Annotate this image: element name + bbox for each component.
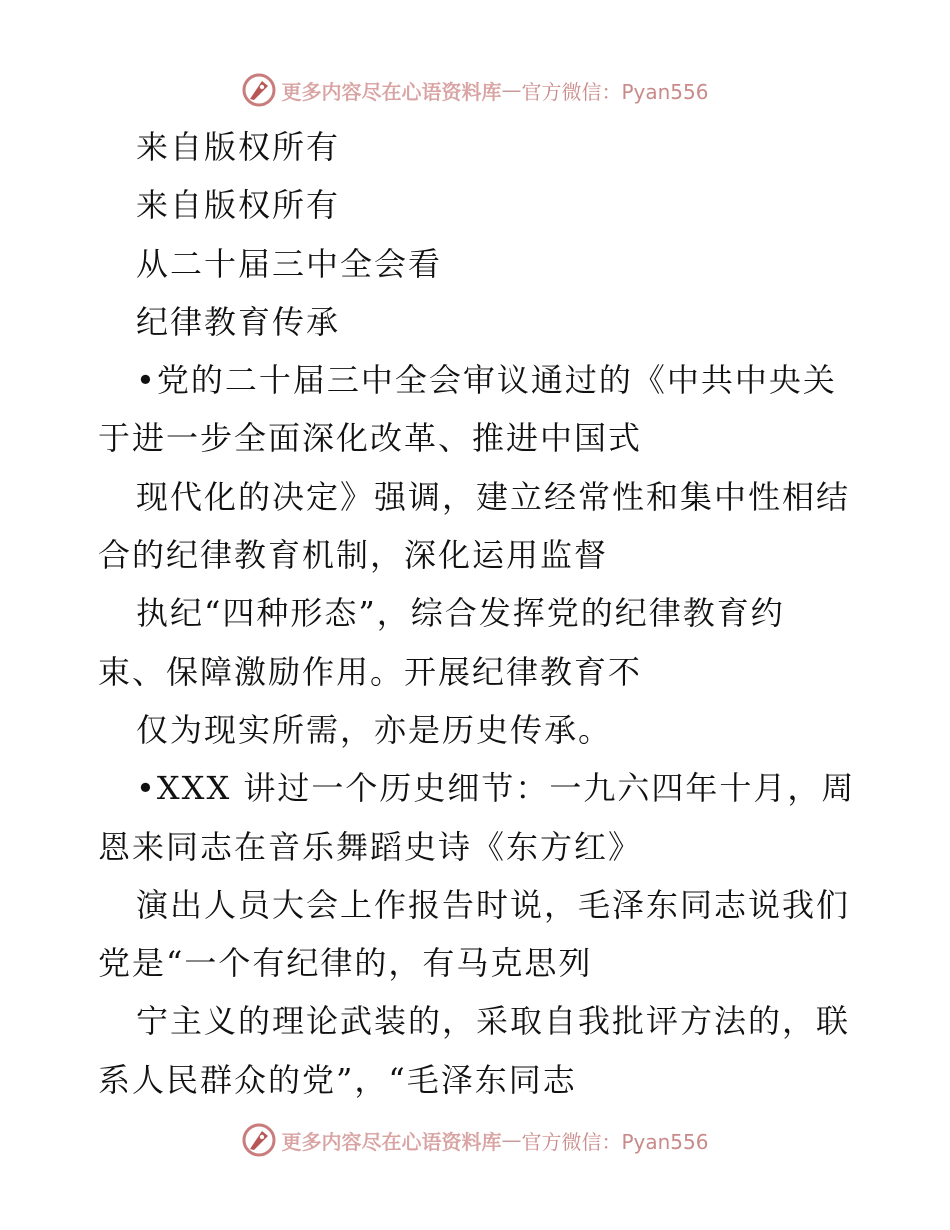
watermark-brand: 更多内容尽在心语资料库: [281, 79, 502, 104]
text-line: 系人民群众的党”，“毛泽东同志: [98, 1060, 577, 1099]
text-line: 演出人员大会上作报告时说，毛泽东同志说我们: [136, 885, 851, 924]
watermark-wechat: 官方微信：Pyan556: [521, 79, 709, 104]
watermark-wechat: 官方微信：Pyan556: [521, 1129, 709, 1154]
text-line: 合的纪律教育机制，深化运用监督: [98, 536, 609, 575]
text-line: 于进一步全面深化改革、推进中国式: [98, 419, 643, 458]
text-line: 来自版权所有: [136, 186, 341, 225]
header-watermark: [0, 70, 950, 110]
text-line: •党的二十届三中全会审议通过的《中共中央关: [136, 361, 837, 400]
pen-nib-icon: [241, 1122, 277, 1158]
text-line: 执纪“四种形态”，综合发挥党的纪律教育约: [136, 594, 785, 633]
text-line: 束、保障激励作用。开展纪律教育不: [98, 652, 643, 691]
text-line: 恩来同志在音乐舞蹈史诗《东方红》: [98, 827, 643, 866]
text-line: •XXX 讲过一个历史细节：一九六四年十月，周: [136, 769, 856, 808]
footer-watermark: [0, 1120, 950, 1160]
text-line: 现代化的决定》强调，建立经常性和集中性相结: [136, 477, 851, 516]
watermark-brand: 更多内容尽在心语资料库: [281, 1129, 502, 1154]
document-body: [98, 118, 898, 1109]
watermark-dash: —: [501, 1128, 522, 1152]
text-line: 仅为现实所需，亦是历史传承。: [136, 710, 613, 749]
text-line: 宁主义的理论武装的，采取自我批评方法的，联: [136, 1002, 851, 1041]
text-line: 从二十届三中全会看: [136, 244, 443, 283]
pen-nib-icon: [241, 72, 277, 108]
text-line: 纪律教育传承: [136, 302, 341, 341]
watermark-dash: —: [501, 78, 522, 102]
text-line: 来自版权所有: [136, 128, 341, 166]
text-line: 党是“一个有纪律的，有马克思列: [98, 944, 593, 983]
